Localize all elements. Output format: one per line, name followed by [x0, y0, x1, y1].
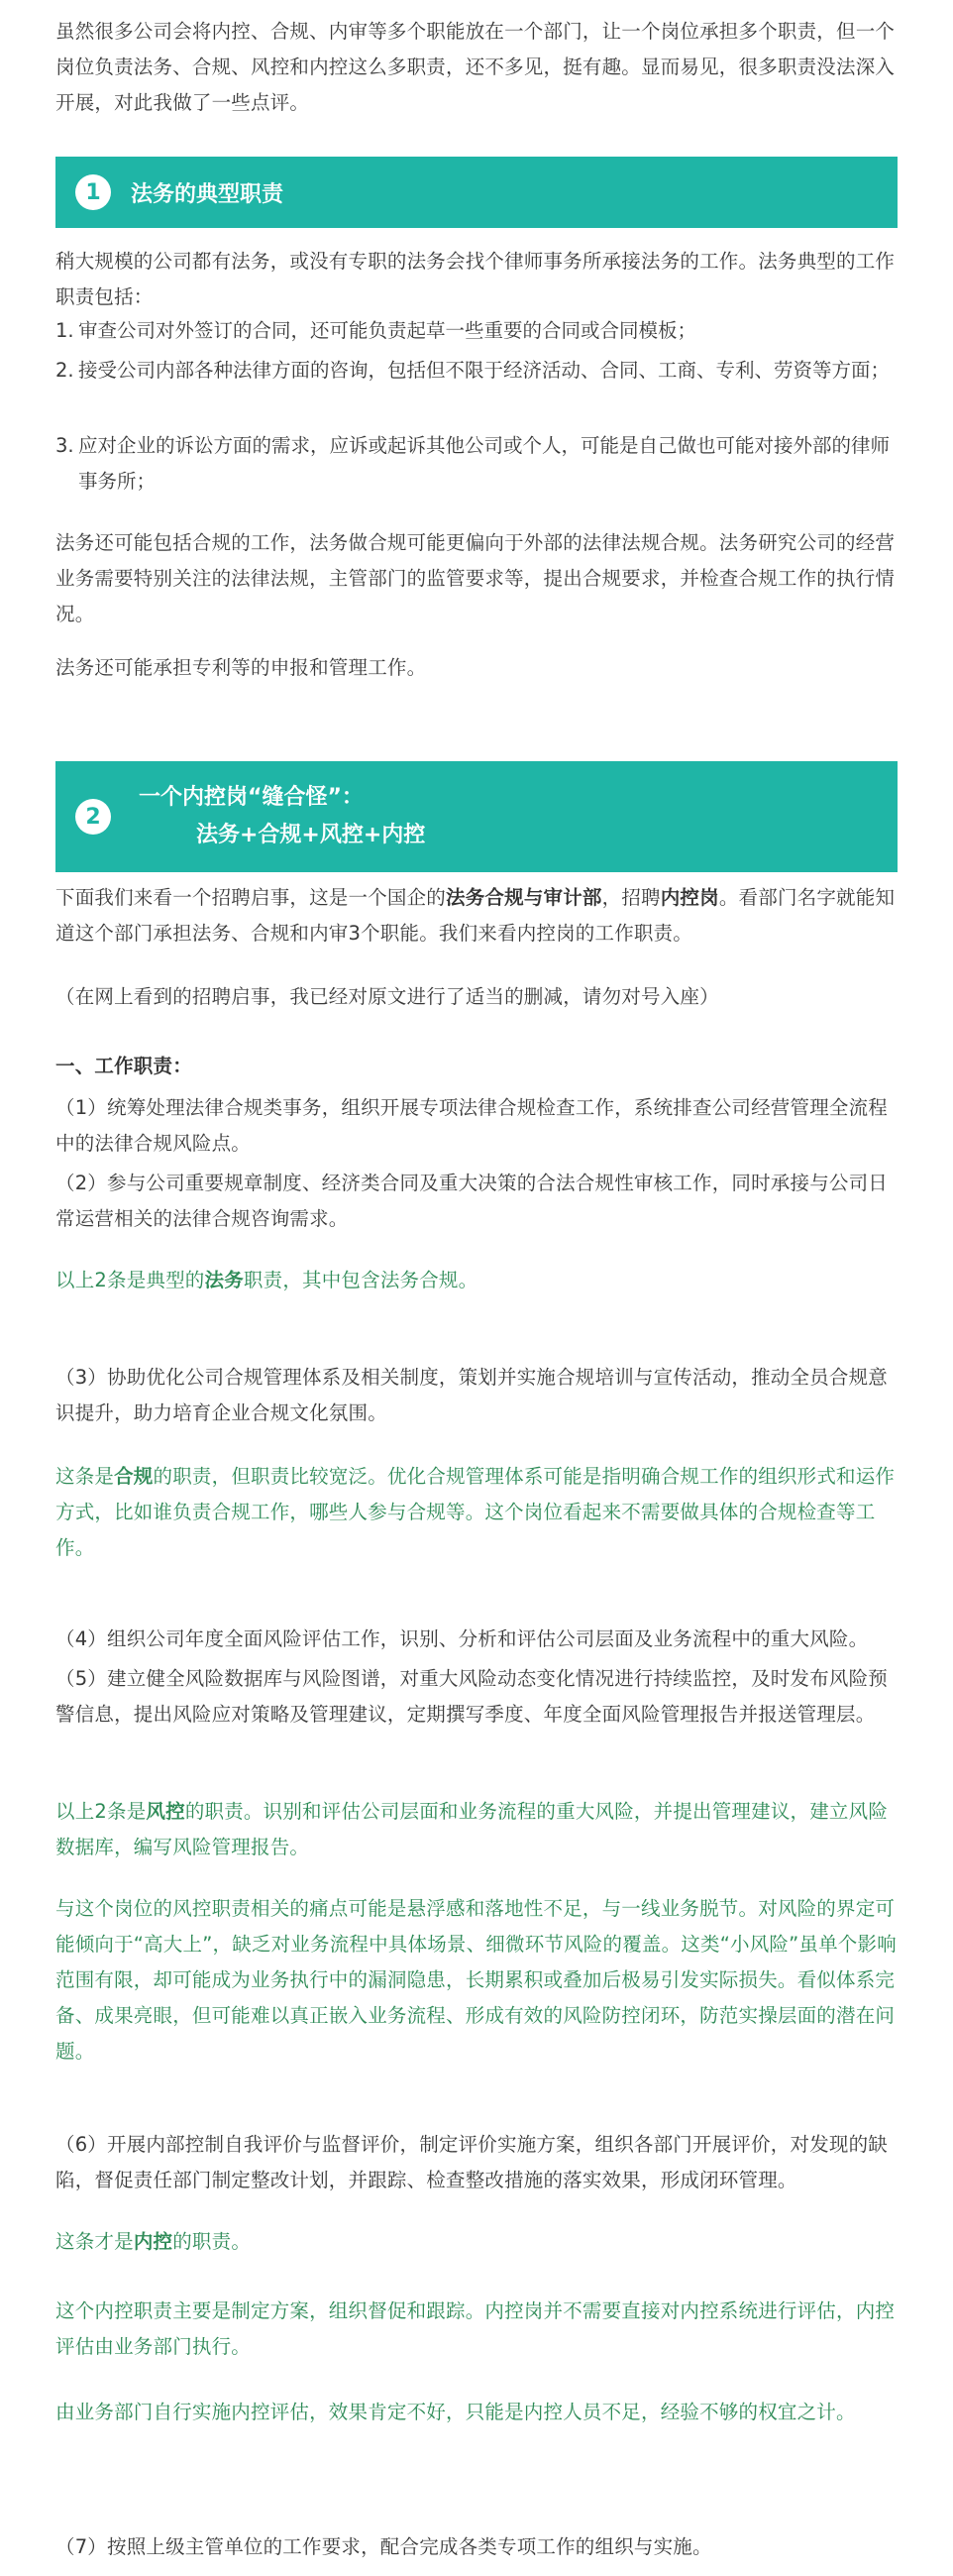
intro-paragraph: 虽然很多公司会将内控、合规、内审等多个职能放在一个部门，让一个岗位承担多个职责，但一个岗位负责法务、合规、风控和内控这么多职责，还不多见，挺有趣。显而易见，很多职责没法深入开展，对此我做了一些点评。: [55, 20, 896, 114]
comment-keyword: 合规: [114, 1465, 154, 1488]
section-2-title-line-2: 法务+合规+风控+内控: [196, 823, 426, 847]
list-number: 1.: [55, 319, 74, 342]
comment-text: 以上2条是典型的: [55, 1269, 205, 1291]
list-item: [55, 428, 898, 500]
duty-item: （2）参与公司重要规章制度、经济类合同及重大决策的合法合规性审核工作，同时承接与公司日常运营相关的法律合规咨询需求。: [55, 1172, 889, 1230]
comment: 由业务部门自行实施内控评估，效果肯定不好，只能是内控人员不足，经验不够的权宜之计。: [55, 2401, 856, 2423]
comment-text: 的职责，但职责比较宽泛。优化合规管理体系可能是指明确合规工作的组织形式和运作方式，比如谁负责合规工作，哪些人参与合规等。这个岗位看起来不需要做具体的合规检查等工作。: [55, 1465, 896, 1559]
comment: [55, 1459, 898, 1566]
section-1-banner: [55, 157, 898, 228]
duty-item: （6）开展内部控制自我评价与监督评价，制定评价实施方案，组织各部门开展评价，对发现的缺陷，督促责任部门制定整改计划，并跟踪、检查整改措施的落实效果，形成闭环管理。: [55, 2133, 889, 2191]
list-text: 接受公司内部各种法律方面的咨询，包括但不限于经济活动、合同、工商、专利、劳资等方面；: [78, 359, 891, 382]
section-1-paragraph-2: 法务还可能包括合规的工作，法务做合规可能更偏向于外部的法律法规合规。法务研究公司的经营业务需要特别关注的法律法规，主管部门的监管要求等，提出合规要求，并检查合规工作的执行情况。: [55, 531, 896, 625]
section-1-paragraph-3: 法务还可能承担专利等的申报和管理工作。: [55, 656, 427, 679]
section-2-title-line-1: 一个内控岗“缝合怪”：: [139, 785, 364, 810]
list-text: 审查公司对外签订的合同，还可能负责起草一些重要的合同或合同模板；: [78, 319, 697, 342]
comment: 与这个岗位的风控职责相关的痛点可能是悬浮感和落地性不足，与一线业务脱节。对风险的界定可能倾向于“高大上”，缺乏对业务流程中具体场景、细微环节风险的覆盖。这类“小风险”虽单个影响范围有限，却可能成为业务执行中的漏洞隐患，长期累积或叠加后极易引发实际损失。看似体系完备、成果亮眼，但可能难以真正嵌入业务流程、形成有效的风险防控闭环，防范实操层面的潜在问题。: [55, 1897, 897, 2063]
section-1-title: 法务的典型职责: [131, 181, 284, 207]
duty-item: （3）协助优化公司合规管理体系及相关制度，策划并实施合规培训与宣传活动，推动全员合规意识提升，助力培育企业合规文化氛围。: [55, 1366, 889, 1424]
duty-item: （7）按照上级主管单位的工作要求，配合完成各类专项工作的组织与实施。: [55, 2535, 712, 2558]
comment-text: 这条才是: [55, 2230, 134, 2253]
comment: [55, 1263, 898, 1298]
comment: [55, 1794, 898, 1865]
comment-keyword: 法务: [204, 1269, 244, 1291]
section-number-badge: 1: [75, 174, 111, 210]
comment-text: 职责，其中包含法务合规。: [243, 1269, 478, 1291]
note: （在网上看到的招聘启事，我已经对原文进行了适当的删减，请勿对号入座）: [55, 985, 719, 1008]
duty-item: （1）统筹处理法律合规类事务，组织开展专项法律合规检查工作，系统排查公司经营管理全流程中的法律合规风险点。: [55, 1096, 889, 1155]
duty-item: （5）建立健全风险数据库与风险图谱，对重大风险动态变化情况进行持续监控，及时发布风险预警信息，提出风险应对策略及管理建议，定期撰写季度、年度全面风险管理报告并报送管理层。: [55, 1667, 889, 1726]
section-2-banner: [55, 761, 898, 872]
duty-item: （4）组织公司年度全面风险评估工作，识别、分析和评估公司层面及业务流程中的重大风险。: [55, 1627, 869, 1650]
comment: 这个内控职责主要是制定方案，组织督促和跟踪。内控岗并不需要直接对内控系统进行评估，内控评估由业务部门执行。: [55, 2299, 896, 2358]
intro-text: 。看部门名字就能知道这个部门承担法务、合规和内审3个职能。我们来看内控岗的工作职责。: [55, 886, 896, 945]
comment-text: 的职责。: [172, 2230, 252, 2253]
list-number: 2.: [55, 359, 74, 382]
comment-text: 这条是: [55, 1465, 115, 1488]
comment: [55, 2224, 898, 2260]
section-2-intro: [55, 880, 898, 952]
duty-heading: 一、工作职责：: [55, 1055, 192, 1077]
section-2-title: [139, 779, 425, 854]
comment-text: 的职责。识别和评估公司层面和业务流程的重大风险，并提出管理建议，建立风险数据库，编写风险管理报告。: [55, 1800, 889, 1858]
list-text: 应对企业的诉讼方面的需求，应诉或起诉其他公司或个人，可能是自己做也可能对接外部的律师事务所；: [78, 434, 891, 493]
intro-text: 下面我们来看一个招聘启事，这是一个国企的: [55, 886, 447, 909]
list-item: [55, 353, 898, 389]
position-name: 内控岗: [660, 886, 719, 909]
intro-text: ，招聘: [601, 886, 661, 909]
section-1-intro: 稍大规模的公司都有法务，或没有专职的法务会找个律师事务所承接法务的工作。法务典型的工作职责包括：: [55, 250, 896, 308]
department-name: 法务合规与审计部: [446, 886, 602, 909]
comment-text: 以上2条是: [55, 1800, 147, 1823]
comment-keyword: 内控: [133, 2230, 173, 2253]
section-number-badge: 2: [75, 799, 111, 835]
list-number: 3.: [55, 434, 74, 457]
list-item: [55, 313, 898, 349]
comment-keyword: 风控: [146, 1800, 185, 1823]
